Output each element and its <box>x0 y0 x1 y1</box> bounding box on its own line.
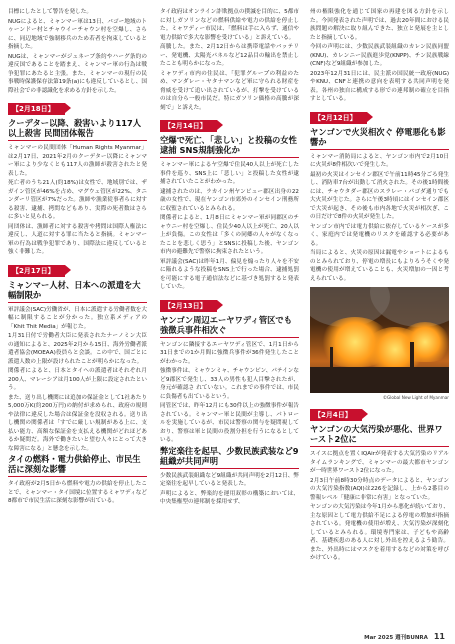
issue-date: Mar 2025 <box>364 635 394 641</box>
article-headline: ヤンゴンの大気汚染が悪化、世界ワースト2位に <box>310 424 449 447</box>
article-headline: ヤンゴンで火災相次ぐ 停電悪化も影響か <box>310 127 449 150</box>
paragraph: NUGによると、ミャンマー軍は13日、バゴー地域のトゥーンドー村とチャウイーチャウン村を空爆し、さらに、同辺地域で強制移兵のため若者を拘束していると指摘した。 <box>8 18 147 50</box>
paragraph: 死亡者のうち21人(約18%)は女性で、地域別では、ザガイン管区が46%を占め、マグウェ管区が22%、タニンダーリ管区が7%だった。漁師や漁業従事者らに対する殺害、逮捕、拷問などもあり、実際の死者数はさらに多いと見られる。 <box>8 180 147 220</box>
fire-photo <box>310 287 449 393</box>
paragraph: 逮捕されたのは、ラカイン州ヤンビュー郡区出身の22歳の女性で、現在ヤンゴン市郊外のインセイン刑務所に収監されているとみられる。 <box>160 188 299 212</box>
date-tag: 【2月12日】 <box>310 112 367 124</box>
paragraph: 高騰した。また、2月12日からは携帯電話やバッテリー、発電機、太陽光パネルなど12品目の輸出を禁止したことも明らかになった。 <box>160 44 299 67</box>
paragraph: 1月31日付で労働者大臣に発表されたナーノミン大臣の通知によると、2025年2月から15日、海外労働者派遣者協会(MOEAA)役員らと会談。この中で、国ごとに派遣人数の上限が設けられたことが明らかになった。 <box>8 333 147 365</box>
paragraph: 強徴事件は、ミャウンミャ、チャウンピン、パテインなど9郡区で発生し、33人の男性も犯人目撃されたが、身元が確認さ れていない。これまでの事件では、市民に負傷者も出ているという。 <box>160 368 299 400</box>
column-2 <box>160 8 299 508</box>
article-headline: タイの燃料・電力供給停止、市民生活に深刻な影響 <box>8 454 147 477</box>
date-tag: 【2月14日】 <box>160 120 217 132</box>
paragraph: ミャワディ市内の住民は、「犯罪グループの利益のため、マンダレー・ヤタナマンなど軍に守られる財産を脅威を受けて追い出されているが、打撃を受けているのは自分ら一般市民だ。特にガソリン価格の高騰が深刻で」と訴えた。 <box>160 70 299 111</box>
paragraph: 2023年12月31日には、民主派の国民統一政府(NUG)やKNU、CNFと連携の意向を表明する共同声明を発表。各州の独自に構成する形での連邦制の確立を目指すとしている。 <box>310 70 449 102</box>
article-headline: 空爆で死亡、「悲しい」と投稿の女性逮捕 SNS規制強化か <box>160 135 299 158</box>
paragraph: ミャンマーの民間団体「Human Rights Myanmar」は2月17日、2021年2月のクーデター以降にミャンマー軍により少なくとも117人の漁師が殺害されたと発表した。 <box>8 145 147 177</box>
paragraph: 関係者によると、日本とタイへの派遣者はそれぞれ月200人、マレーシアは月100人が上限に設定されたという。 <box>8 368 147 391</box>
paragraph: 目標にしたとして警告を発した。 <box>8 9 92 15</box>
paragraph: タイ政府が2月5日から燃料や電力の供給を停止したことで、ミャンマー・タイ国境に位置するミャワディなど8都市で市民生活に深刻な影響が出ている。 <box>8 481 147 504</box>
paragraph: タイ政府はオンライン詐欺拠点の撲滅を目的に、5都市に対しガソリンなどの燃料供給や電力の供給を停止した。ミャワディー市民は、「燃料は手に入らず、通信や電力供給で多大な影響を受けている」と訴えている。 <box>160 9 299 41</box>
date-tag: 【2月18日】 <box>8 103 65 115</box>
date-tag: 【2月13日】 <box>160 300 217 312</box>
paragraph: ヤンゴン市内では電力供給に依存しているケースが多く、家庭内では発電機のリスクを確認する必要がある。 <box>310 223 449 247</box>
paragraph: NUGは、ミャンマーがジュネーブ条約やハーグ条約の違反国であることを踏まえ、ミャンマー軍の行為は戦争犯罪にあたると主張。また、ミャンマーの現行の民事戦時保護保存法第19条(a)にも違反しているとし、国際社会での非認識化を求める方針を示した。 <box>8 53 147 94</box>
paragraph: 同管区では、昨年12月にも30件以上の強徴事件が報告されている。ミャンマー軍と民間が主導し、パトロールを実施しているが、市民は警察の関与を疑問視しており、警察は軍と民間の役割分担を行うになるとしている。 <box>160 403 299 443</box>
date-tag: 【2月4日】 <box>310 409 362 421</box>
column-3 <box>310 8 449 564</box>
magazine-name: 週刊BUNRA <box>395 635 428 641</box>
paragraph: ミャンマー消防局によると、ヤンゴン市内で2月10日に火災が8件相次いで発生した。 <box>310 153 449 168</box>
article-headline: クーデター以降、殺害いより117人以上殺害 民間団体報告 <box>8 118 147 141</box>
paragraph: 同団体は、漁師者に対する殺害や拷問は国際人権法に違反し、人道に対する罪に当たると指摘。ミャンマー軍の行為は戦争犯罪であり、国際法に違反していると強く非難した。 <box>8 223 147 255</box>
paragraph: 軍評議会(SAC)労働省が、日本に派遣する労働者数を大幅に制限することが分かった。独立系メディアの「Khit Thit Media」が報じた。 <box>8 306 147 330</box>
photo-credit: ©Global New Light of Myanmar <box>382 395 449 400</box>
paragraph: 州の権限強化を通じて国家の再建を図る方針を示した。今回発表された声明では、過去20年間における民族問題の解決に取り組んできた、独立と発展を主としたと指摘している。 <box>310 9 449 41</box>
page-footer <box>364 632 445 641</box>
paragraph: スイスに拠点を置くIQAirが発表する大気汚染のリアルタイムランキングで、ミャンマーの最大都市ヤンゴンが一時世界ワースト2位になった。 <box>310 451 449 474</box>
paragraph: また、送り出し機関には追加の保証金として1社あたり5,000万K(約200万円)の納付が求められ、政府の規則や法律に違反した場合は保証金を没収される。送り出し機関の関係者は「すでに厳しい規制がある上に、支払い能力、高額な保証金を支払える機関がどれほどあるか疑問だ。海外で働きたいと望む人々にとって大きな障害になる」と懸念を示した。 <box>8 394 147 452</box>
paragraph: 軍評議会(SAC)は昨年1月、偏見を煽ったり人々を不安に陥れるような投稿をSNS上で行った場合、逮捕処罰を可能にする電子通信法などに基づき処罰すると発表していた。 <box>160 258 299 290</box>
paragraph: ミャンマー軍によるヤ空爆で住民40人以上が死亡した事件を巡り、SNS上に「悲しい」と投稿した女性が逮捕されていたことがわかった。 <box>160 162 299 185</box>
paragraph: ヤンゴンの大気汚染は今年1月から悪化が続いており、主な原因として電力供給不足による停電の増加が指摘されている。発電機の使用が増え、大気汚染が深刻化しているとみられる。環境専門家は、子どもや高齢者、基礎疾患のある人に対し外出を控えるよう勧告。また、外出時にはマスクを着用するなどの対策を呼びかけている。 <box>310 504 449 561</box>
date-tag: 【2月17日】 <box>8 265 65 277</box>
paragraph: 少数民族武装組織など9組織が共同声明を2月12日、弊定楽往を起早していると発表した。 <box>160 472 299 487</box>
paragraph: ヤンゴンに隣接するエーヤワディ管区で、1月1日から31日までの1か月間に強徴兵事件が36件発生したことがわかった。 <box>160 341 299 365</box>
paragraph: 最初の火災はインセイン郡区で午前11時45分ごろ発生し、消防車7台が出動して消火された。その後1時間後には、チャウタダー郡区のスラレー・パゴダ通りでも大火災が生じた。さらに午後3時頃にはインセイン郡区で大災が起き、その後も市内各地で火災が相次ぎ、この日だけで8件の火災が発生した。 <box>310 171 449 220</box>
page-number: 11 <box>433 632 445 641</box>
paragraph: 当局によると、火災の原因は漏電やショートによるものとみられており、停電の増長にもよりろうそくや発電機の使用が増えていることも、火災増加の一因と考えられている。 <box>310 250 449 282</box>
paragraph: 声明によると、弊楽約を運用双彰の構築においては、中央集権型の連邦制を採用せず、 <box>160 490 299 505</box>
paragraph: 今回の声明には、少数民族武装組織のカレン民族同盟(KNU)、カレンニー民族進歩党(KNPP)、チン民族戦線(CNF)など9組織が参加した。 <box>310 44 449 67</box>
paragraph: 2月3日午前8時30分時点のデータによると、ヤンゴンの大気汚染指数(AQI)は226を記録し、上から2番目の警報レベル「健康に非常に有害」となっていた。 <box>310 477 449 501</box>
article-headline: ミャンマー人材、日本への派遣を大幅制限か <box>8 280 147 303</box>
article-headline: 弊定楽往を起早、少数民族武装など9組織が共同声明 <box>160 446 299 469</box>
paragraph: 関係者によると、1月8日にミャンマー軍が同郡区のチャウニー村を空爆し、住民少40人以上が死亡、20人以上が負傷。この女性は「多くの同郷の人々がなくなったことを悲しく思う」とSNSに投稿した後、ヤンゴン市内の避難先で警察に拘束されたという。 <box>160 215 299 255</box>
article-headline: ヤンゴン周辺エーヤワディ管区でも強徴兵事件相次ぐ <box>160 315 299 338</box>
column-1 <box>8 8 147 507</box>
